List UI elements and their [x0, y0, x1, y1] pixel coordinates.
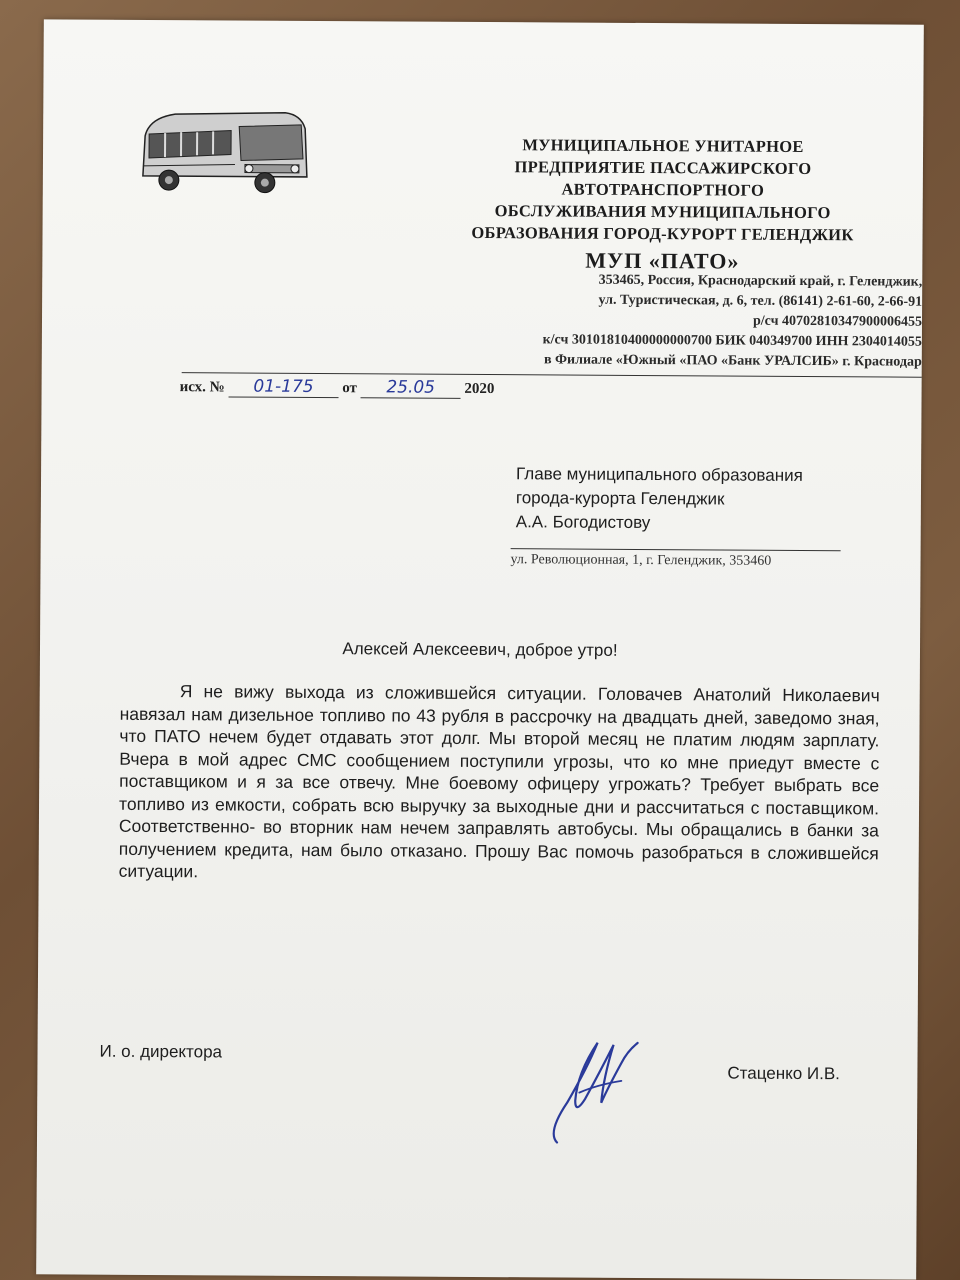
letter-sheet: [36, 19, 924, 1279]
org-line-2: ПРЕДПРИЯТИЕ ПАССАЖИРСКОГО: [514, 157, 812, 179]
address-line-2: ул. Туристическая, д. 6, тел. (86141) 2-61-60, 2-66-91: [598, 292, 923, 310]
address-line-1: 353465, Россия, Краснодарский край, г. Геленджик,: [598, 272, 923, 290]
organization-header: [412, 134, 913, 277]
org-line-5: ОБРАЗОВАНИЯ ГОРОД-КУРОРТ ГЕЛЕНДЖИК: [471, 222, 854, 245]
greeting: Алексей Алексеевич, доброе утро!: [342, 639, 618, 660]
address-line-3: р/сч 40702810347900006455: [752, 313, 923, 330]
recipient-line-3: А.А. Богодистову: [515, 512, 651, 533]
ref-number: 01-175: [228, 376, 338, 398]
org-line-3: АВТОТРАНСПОРТНОГО: [561, 179, 765, 200]
ref-year: 2020: [464, 380, 495, 398]
ref-date: 25.05: [361, 377, 461, 399]
organization-address: [372, 269, 923, 372]
outgoing-reference: [180, 376, 495, 399]
address-line-5: в Филиале «Южный «ПАО «Банк УРАЛСИБ» г. Краснодар: [543, 352, 922, 370]
ref-from: от: [342, 380, 358, 397]
handwritten-signature-icon: [517, 1022, 668, 1153]
org-line-1: МУНИЦИПАЛЬНОЕ УНИТАРНОЕ: [522, 135, 804, 156]
recipient-divider: [511, 548, 841, 551]
signatory-position: И. о. директора: [99, 1041, 223, 1062]
letter-body: Я не вижу выхода из сложившейся ситуации. Головачев Анатолий Николаевич навязал нам дизельное топливо по 43 рубля в рассрочку на двадцать дней, заведомо зная, что ПАТО нечем будет отдавать этот долг. Мы второй месяц не платим людям зарплату. Вчера в мой адрес СМС сообщением поступили угрозы, что ко мне приедут вместе с поставщиком и я за все отвечу. Мне боевому офицеру угрожать? Требует выбрать все топливо из емкости, собрать всю выручку за выходные дни и рассчитаться с поставщиком. Соответственно- во вторник нам нечем заправлять автобусы. Мы обращались в банки за получением кредита, нам было отказано. Прошу Вас помочь разобраться в сложившейся ситуации.: [118, 681, 880, 882]
recipient-line-2: города-курорта Геленджик: [515, 488, 725, 509]
org-line-4: ОБСЛУЖИВАНИЯ МУНИЦИПАЛЬНОГО: [494, 201, 831, 223]
recipient-line-1: Главе муниципального образования: [516, 464, 803, 485]
address-line-4: к/сч 30101810400000000700 БИК 040349700 ИНН 2304014055: [542, 332, 922, 350]
ref-prefix: исх. №: [179, 379, 225, 396]
signatory-name: Стаценко И.В.: [727, 1063, 841, 1084]
org-abbreviation: МУП «ПАТО»: [585, 247, 740, 274]
recipient-address: ул. Революционная, 1, г. Геленджик, 353460: [510, 552, 772, 569]
bus-logo-icon: [135, 106, 311, 197]
recipient-block: [516, 462, 803, 536]
